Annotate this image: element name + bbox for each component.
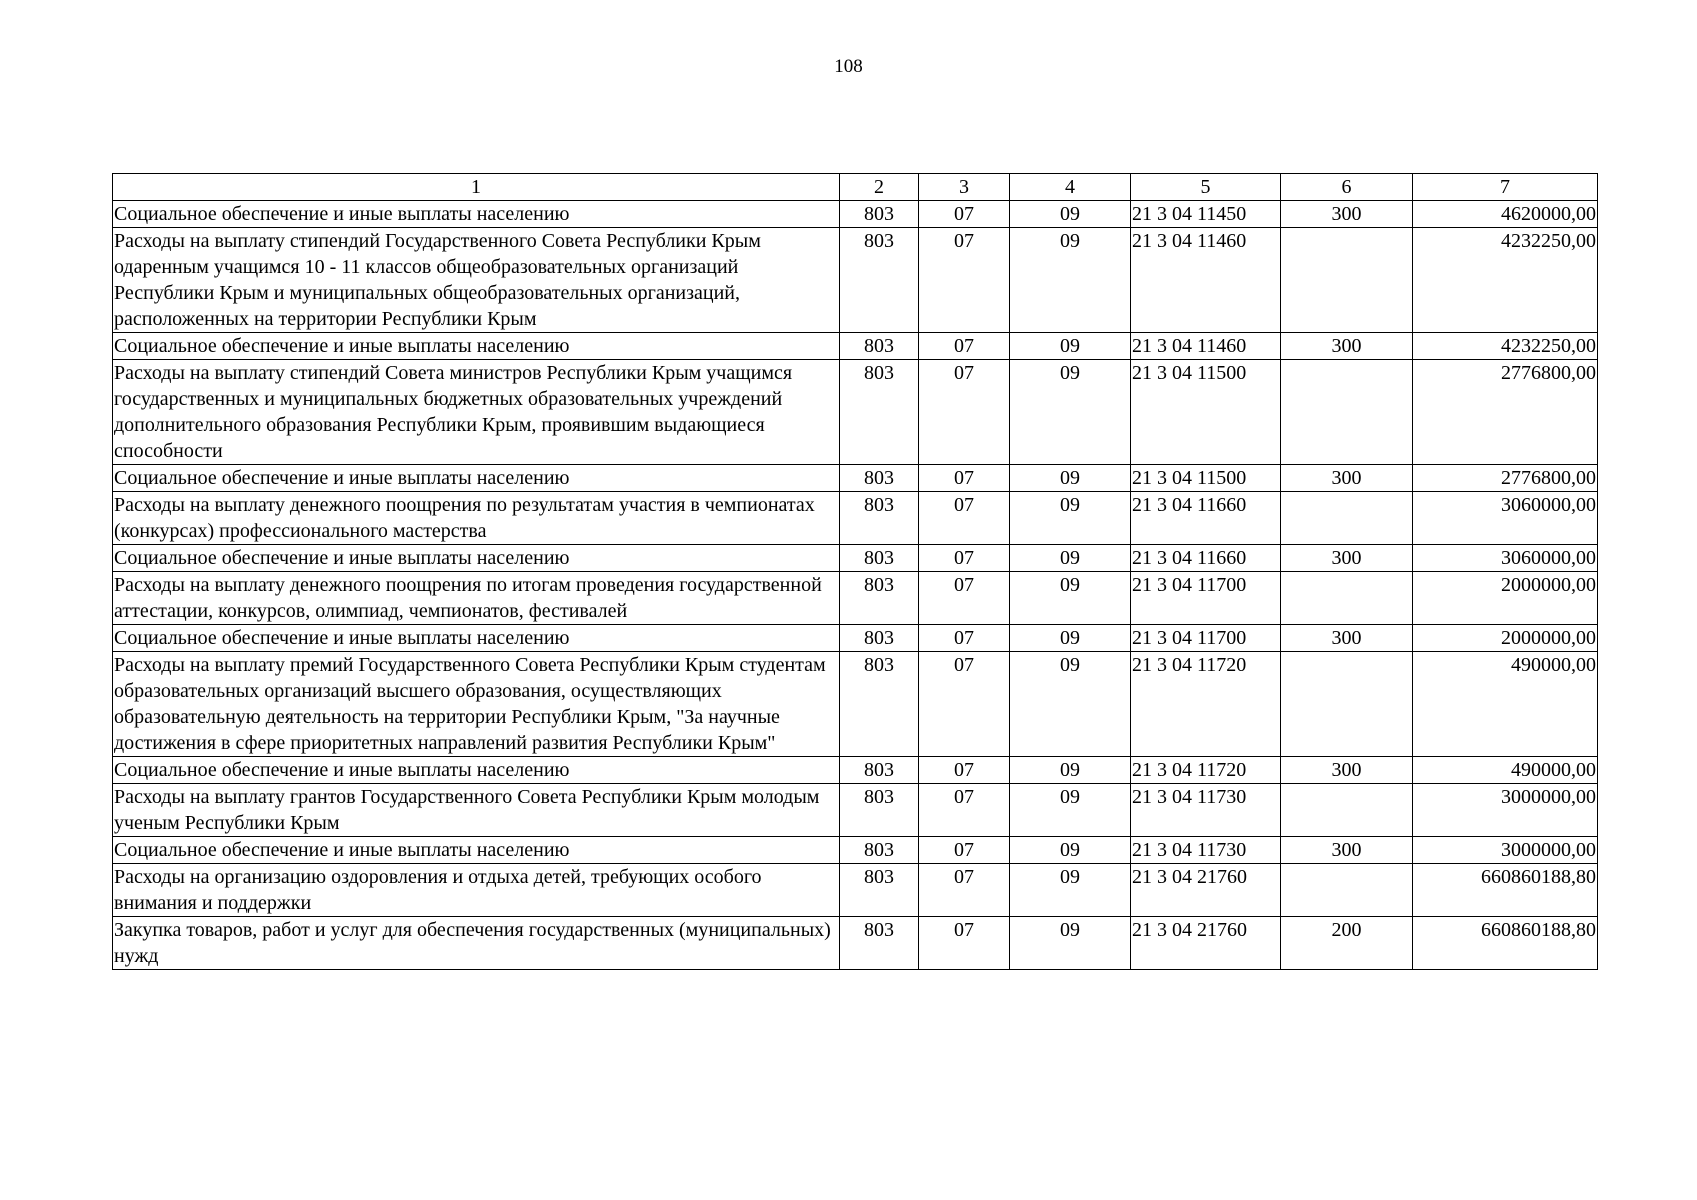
cell-grbs: 803 (840, 652, 919, 757)
cell-amount: 4232250,00 (1413, 333, 1598, 360)
cell-amount: 2000000,00 (1413, 572, 1598, 625)
cell-subsection: 09 (1010, 360, 1131, 465)
table-row (113, 333, 1598, 360)
cell-section: 07 (919, 652, 1010, 757)
cell-name: Социальное обеспечение и иные выплаты населению (113, 837, 840, 864)
cell-expense-type: 300 (1281, 837, 1413, 864)
cell-name: Расходы на выплату грантов Государственного Совета Республики Крым молодым ученым Республики Крым (113, 784, 840, 837)
header-cell-7: 7 (1413, 174, 1598, 201)
table-row (113, 917, 1598, 970)
cell-subsection: 09 (1010, 492, 1131, 545)
cell-subsection: 09 (1010, 652, 1131, 757)
page-number: 108 (834, 56, 863, 77)
cell-grbs: 803 (840, 545, 919, 572)
cell-expense-type (1281, 864, 1413, 917)
cell-subsection: 09 (1010, 757, 1131, 784)
cell-expense-type (1281, 784, 1413, 837)
header-cell-6: 6 (1281, 174, 1413, 201)
cell-amount: 660860188,80 (1413, 864, 1598, 917)
cell-expense-type: 300 (1281, 465, 1413, 492)
cell-expense-type (1281, 652, 1413, 757)
cell-name: Закупка товаров, работ и услуг для обеспечения государственных (муниципальных) нужд (113, 917, 840, 970)
cell-subsection: 09 (1010, 333, 1131, 360)
cell-grbs: 803 (840, 864, 919, 917)
cell-subsection: 09 (1010, 864, 1131, 917)
cell-expense-type (1281, 572, 1413, 625)
cell-name: Расходы на выплату стипендий Государственного Совета Республики Крым одаренным учащимся 10 - 11 классов общеобразовательных организаций Республики Крым и муниципальных общеобразовательных организаций, расположенных на территории Республики Крым (113, 228, 840, 333)
cell-section: 07 (919, 333, 1010, 360)
cell-name: Расходы на выплату стипендий Совета министров Республики Крым учащимся государственных и муниципальных бюджетных образовательных учреждений дополнительного образования Республики Крым, проявившим выдающиеся способности (113, 360, 840, 465)
cell-expense-type: 200 (1281, 917, 1413, 970)
cell-expense-type (1281, 492, 1413, 545)
cell-target-article: 21 3 04 11730 (1131, 784, 1281, 837)
cell-section: 07 (919, 625, 1010, 652)
cell-section: 07 (919, 492, 1010, 545)
cell-target-article: 21 3 04 11700 (1131, 625, 1281, 652)
cell-name: Расходы на организацию оздоровления и отдыха детей, требующих особого внимания и поддержки (113, 864, 840, 917)
cell-grbs: 803 (840, 228, 919, 333)
cell-grbs: 803 (840, 465, 919, 492)
cell-target-article: 21 3 04 11660 (1131, 492, 1281, 545)
cell-subsection: 09 (1010, 228, 1131, 333)
cell-subsection: 09 (1010, 572, 1131, 625)
cell-subsection: 09 (1010, 545, 1131, 572)
cell-expense-type: 300 (1281, 333, 1413, 360)
table-row (113, 228, 1598, 333)
cell-grbs: 803 (840, 784, 919, 837)
cell-grbs: 803 (840, 492, 919, 545)
cell-amount: 660860188,80 (1413, 917, 1598, 970)
table-row (113, 652, 1598, 757)
cell-subsection: 09 (1010, 917, 1131, 970)
cell-grbs: 803 (840, 757, 919, 784)
cell-amount: 3060000,00 (1413, 492, 1598, 545)
table-row (113, 837, 1598, 864)
cell-expense-type (1281, 360, 1413, 465)
cell-target-article: 21 3 04 21760 (1131, 917, 1281, 970)
cell-grbs: 803 (840, 360, 919, 465)
table-body (113, 174, 1598, 970)
cell-expense-type: 300 (1281, 757, 1413, 784)
cell-name: Расходы на выплату денежного поощрения по итогам проведения государственной аттестации, конкурсов, олимпиад, чемпионатов, фестивалей (113, 572, 840, 625)
cell-subsection: 09 (1010, 465, 1131, 492)
cell-grbs: 803 (840, 917, 919, 970)
cell-subsection: 09 (1010, 201, 1131, 228)
budget-table (112, 173, 1598, 970)
cell-grbs: 803 (840, 625, 919, 652)
cell-amount: 2776800,00 (1413, 465, 1598, 492)
cell-expense-type (1281, 228, 1413, 333)
cell-target-article: 21 3 04 11720 (1131, 652, 1281, 757)
cell-name: Расходы на выплату премий Государственного Совета Республики Крым студентам образовательных организаций высшего образования, осуществляющих образовательную деятельность на территории Республики Крым, "За научные достижения в сфере приоритетных направлений развития Республики Крым" (113, 652, 840, 757)
table-row (113, 864, 1598, 917)
cell-name: Социальное обеспечение и иные выплаты населению (113, 333, 840, 360)
header-cell-5: 5 (1131, 174, 1281, 201)
cell-target-article: 21 3 04 11460 (1131, 228, 1281, 333)
cell-grbs: 803 (840, 333, 919, 360)
table-row (113, 465, 1598, 492)
cell-section: 07 (919, 572, 1010, 625)
cell-target-article: 21 3 04 11730 (1131, 837, 1281, 864)
cell-target-article: 21 3 04 11460 (1131, 333, 1281, 360)
header-cell-1: 1 (113, 174, 840, 201)
cell-section: 07 (919, 864, 1010, 917)
table-row (113, 545, 1598, 572)
cell-amount: 4232250,00 (1413, 228, 1598, 333)
cell-name: Социальное обеспечение и иные выплаты населению (113, 545, 840, 572)
header-cell-3: 3 (919, 174, 1010, 201)
cell-grbs: 803 (840, 201, 919, 228)
cell-expense-type: 300 (1281, 545, 1413, 572)
cell-name: Расходы на выплату денежного поощрения по результатам участия в чемпионатах (конкурсах) профессионального мастерства (113, 492, 840, 545)
table-row (113, 492, 1598, 545)
cell-target-article: 21 3 04 11660 (1131, 545, 1281, 572)
cell-section: 07 (919, 917, 1010, 970)
cell-target-article: 21 3 04 21760 (1131, 864, 1281, 917)
cell-name: Социальное обеспечение и иные выплаты населению (113, 465, 840, 492)
cell-amount: 2000000,00 (1413, 625, 1598, 652)
cell-name: Социальное обеспечение и иные выплаты населению (113, 201, 840, 228)
cell-expense-type: 300 (1281, 625, 1413, 652)
cell-amount: 3000000,00 (1413, 784, 1598, 837)
cell-amount: 4620000,00 (1413, 201, 1598, 228)
cell-subsection: 09 (1010, 784, 1131, 837)
table-row (113, 757, 1598, 784)
table-row (113, 360, 1598, 465)
cell-target-article: 21 3 04 11500 (1131, 360, 1281, 465)
cell-section: 07 (919, 545, 1010, 572)
table-row (113, 201, 1598, 228)
cell-section: 07 (919, 757, 1010, 784)
table-row (113, 625, 1598, 652)
cell-section: 07 (919, 360, 1010, 465)
header-cell-2: 2 (840, 174, 919, 201)
cell-amount: 3060000,00 (1413, 545, 1598, 572)
cell-name: Социальное обеспечение и иные выплаты населению (113, 625, 840, 652)
table-header-row (113, 174, 1598, 201)
cell-subsection: 09 (1010, 625, 1131, 652)
cell-subsection: 09 (1010, 837, 1131, 864)
cell-target-article: 21 3 04 11500 (1131, 465, 1281, 492)
cell-grbs: 803 (840, 572, 919, 625)
cell-amount: 490000,00 (1413, 757, 1598, 784)
cell-amount: 2776800,00 (1413, 360, 1598, 465)
cell-section: 07 (919, 784, 1010, 837)
table-row (113, 784, 1598, 837)
cell-target-article: 21 3 04 11450 (1131, 201, 1281, 228)
cell-grbs: 803 (840, 837, 919, 864)
cell-section: 07 (919, 201, 1010, 228)
cell-target-article: 21 3 04 11720 (1131, 757, 1281, 784)
cell-section: 07 (919, 465, 1010, 492)
cell-target-article: 21 3 04 11700 (1131, 572, 1281, 625)
cell-amount: 490000,00 (1413, 652, 1598, 757)
header-cell-4: 4 (1010, 174, 1131, 201)
cell-name: Социальное обеспечение и иные выплаты населению (113, 757, 840, 784)
cell-amount: 3000000,00 (1413, 837, 1598, 864)
cell-section: 07 (919, 837, 1010, 864)
cell-expense-type: 300 (1281, 201, 1413, 228)
table-row (113, 572, 1598, 625)
cell-section: 07 (919, 228, 1010, 333)
